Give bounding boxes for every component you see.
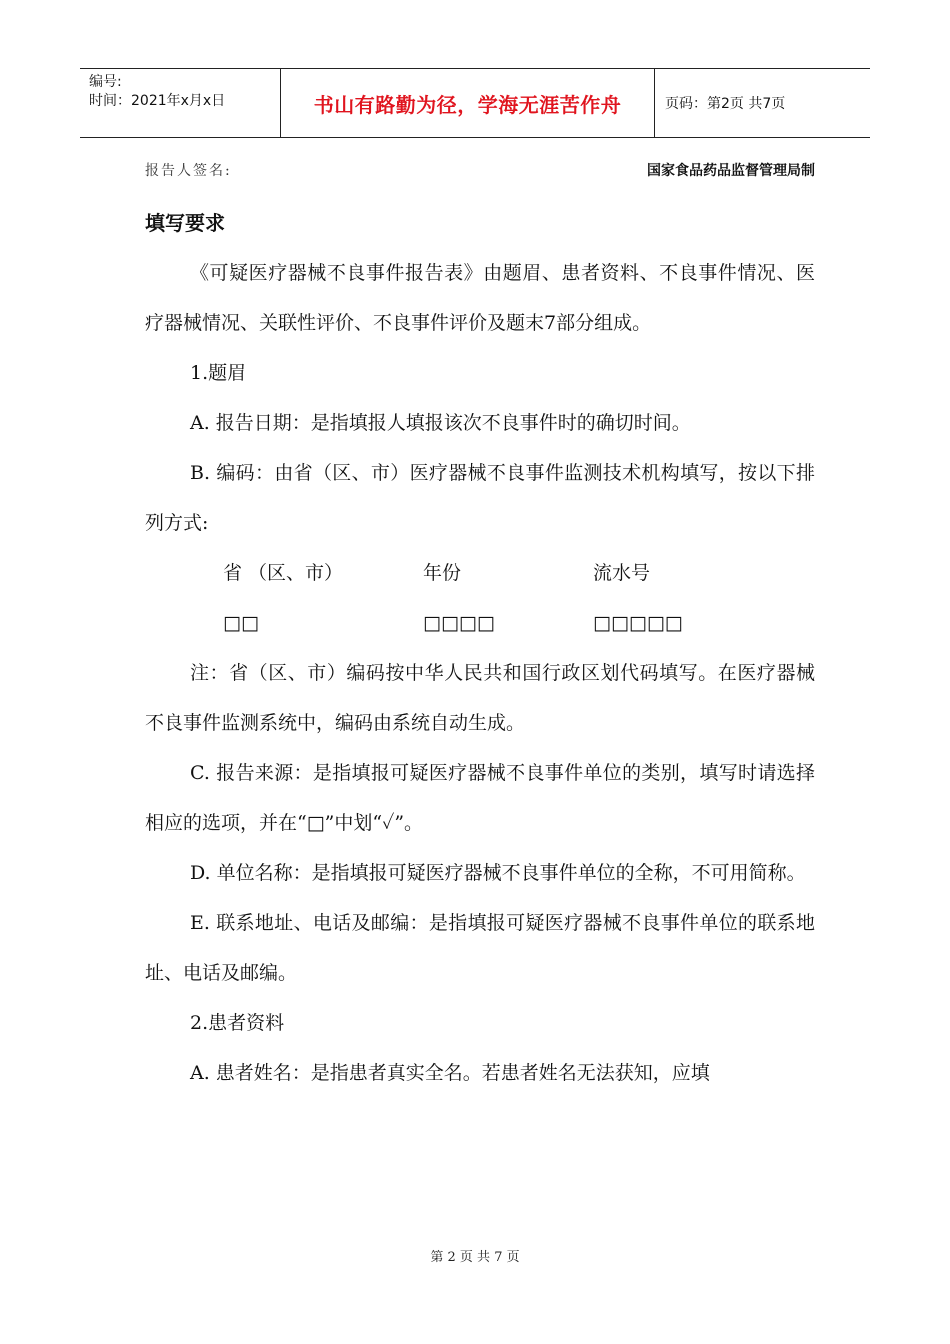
code-boxes-serial: □□□□□ — [593, 612, 683, 634]
header-slogan: 书山有路勤为径，学海无涯苦作舟 — [281, 69, 655, 137]
code-label-province: 省 （区、市） — [223, 562, 344, 584]
item-c: C. 报告来源：是指填报可疑医疗器械不良事件单位的类别，填写时请选择相应的选项，并在“□”中划“✓”。 — [145, 762, 815, 834]
page-header — [80, 68, 870, 138]
code-label-year: 年份 — [423, 562, 462, 584]
date-label: 时间：2021年x月x日 — [89, 93, 226, 109]
intro-paragraph: 《可疑医疗器械不良事件报告表》由题眉、患者资料、不良事件情况、医疗器械情况、关联性评价、不良事件评价及题末7部分组成。 — [145, 262, 815, 334]
item-e: E. 联系地址、电话及邮编：是指填报可疑医疗器械不良事件单位的联系地址、电话及邮编。 — [145, 912, 815, 984]
section-2-heading: 2.患者资料 — [190, 1012, 285, 1034]
issuer-label: 国家食品药品监督管理局制 — [647, 163, 815, 179]
item-b: B. 编码：由省（区、市）医疗器械不良事件监测技术机构填写，按以下排列方式: — [145, 462, 815, 534]
signature-line — [145, 160, 815, 180]
note-paragraph: 注：省（区、市）编码按中华人民共和国行政区划代码填写。在医疗器械不良事件监测系统中，编码由系统自动生成。 — [145, 662, 815, 734]
section-1-heading: 1.题眉 — [190, 362, 247, 384]
reporter-signature-label: 报告人签名: — [145, 163, 232, 179]
number-label: 编号: — [89, 74, 122, 90]
patient-item-a: A. 患者姓名：是指患者真实全名。若患者姓名无法获知，应填 — [190, 1062, 710, 1084]
document-body — [145, 198, 815, 1098]
header-meta — [80, 69, 281, 137]
item-d: D. 单位名称：是指填报可疑医疗器械不良事件单位的全称，不可用简称。 — [190, 862, 806, 884]
code-boxes-year: □□□□ — [423, 612, 495, 634]
code-format-labels — [145, 548, 815, 598]
page-footer: 第 2 页 共 7 页 — [430, 1250, 520, 1265]
code-format-boxes — [145, 598, 815, 648]
section-title: 填写要求 — [145, 211, 225, 235]
header-page-info: 页码：第2页 共7页 — [665, 96, 786, 112]
code-label-serial: 流水号 — [593, 562, 651, 584]
code-boxes-province: □□ — [223, 612, 259, 634]
item-a: A. 报告日期：是指填报人填报该次不良事件时的确切时间。 — [190, 412, 691, 434]
